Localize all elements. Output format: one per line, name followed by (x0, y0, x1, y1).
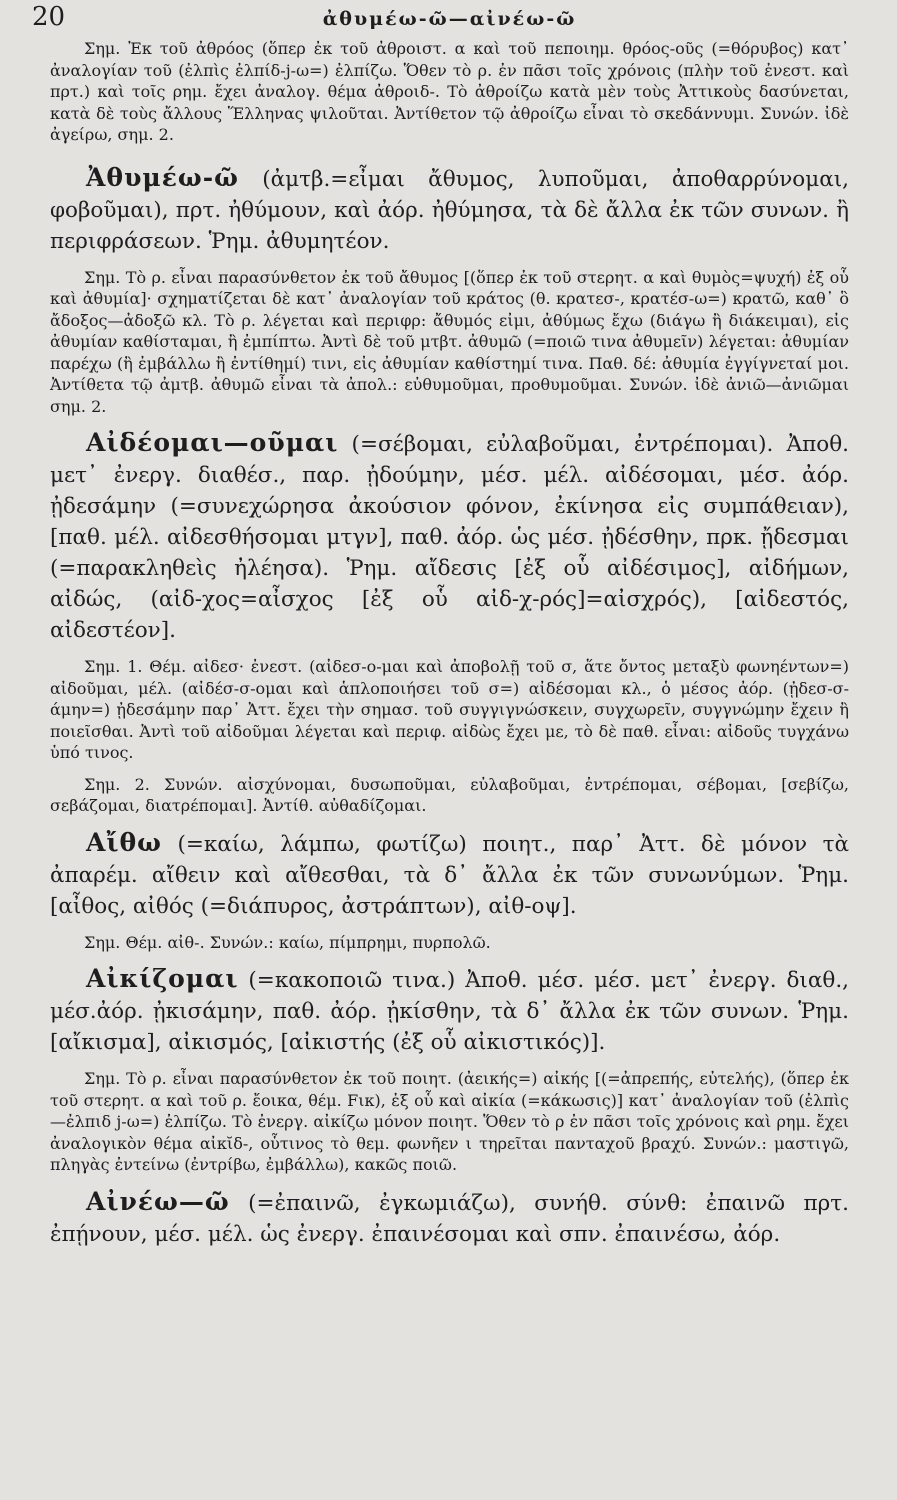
lemma: Ἀθυμέω-ῶ (86, 162, 239, 192)
entry-aitho: Αἴθω (=καίω, λάμπω, φωτίζω) ποιητ., παρ᾽ Ἀττ. δὲ μόνον τὰ ἀπαρέμ. αἴθειν καὶ αἴθεσθαι, τὰ δ᾽ ἄλλα ἐκ τῶν συνωνύμων. Ῥημ. [αἶθος, αἰθός (=διάπυρος, ἀστράπτων), αἰθ-οψ]. (50, 827, 849, 919)
entry-aikizomai: Αἰκίζομαι (=κακοποιῶ τινα.) Ἀποθ. μέσ. μέσ. μετ᾽ ἐνεργ. διαθ., μέσ.ἀόρ. ᾐκισάμην, παθ. ἀόρ. ᾐκίσθην, τὰ δ᾽ ἄλλα ἐκ τῶν συνων. Ῥημ. [αἴκισμα], αἰκισμός, [αἰκιστής (ἐξ οὗ αἰκιστικός)]. (50, 964, 849, 1055)
lemma: Αἴθω (86, 827, 162, 857)
note-athymeo: Σημ. Τὸ ρ. εἶναι παρασύνθετον ἐκ τοῦ ἄθυμος [(ὅπερ ἐκ τοῦ στερητ. α καὶ θυμὸς=ψυχή) ἐξ οὗ καὶ ἀθυμία]· σχηματίζεται δὲ κατ᾽ ἀναλογίαν τοῦ κράτος (θ. κρατεσ-, κρατέσ-ω=) κρατῶ, καθ᾽ ὃ ἄδοξος—ἀδοξῶ κλ. Τὸ ρ. λέγεται καὶ περιφρ: ἄθυμός εἰμι, ἀθύμως ἔχω (διάγω ἢ διάκειμαι), εἰς ἀθυμίαν καθίσταμαι, ἢ ἐμπίπτω. Ἀντὶ δὲ τοῦ μτβτ. ἀθυμῶ (=ποιῶ τινα ἀθυμεῖν) λέγεται: ἀθυμίαν παρέχω (ἢ ἐμβάλλω ἢ ἐντίθημί) τινι, εἰς ἀθυμίαν καθίστημί τινα. Παθ. δέ: ἀθυμία ἐγγίγνεταί μοι. Ἀντίθετα τῷ ἀμτβ. ἀθυμῶ εἶναι τὰ ἀπολ.: εὐθυμοῦμαι, προθυμοῦμαι. Συνών. ἰδὲ ἀνιῶ—ἀνιῶμαι σημ. 2. (50, 267, 849, 416)
note-aideomai-1: Σημ. 1. Θέμ. αἰδεσ· ἐνεστ. (αἰδεσ-ο-μαι καὶ ἀποβολῇ τοῦ σ, ἅτε ὄντος μεταξὺ φωνηέντων=) αἰδοῦμαι, μέλ. (αἰδέσ-σ-ομαι καὶ ἁπλοποιήσει τοῦ σ=) αἰδέσομαι κλ., ὁ μέσος ἀόρ. (ᾐδεσ-σ-άμην=) ᾐδεσάμην παρ᾽ Ἀττ. ἔχει τὴν σημασ. τοῦ συγγιγνώσκειν, συγχωρεῖν, συγγνώμην ἔχειν ἢ ποιεῖσθαι. Ἀντὶ τοῦ αἰδοῦμαι λέγεται καὶ περιφ. αἰδὼς ἔχει με, τὸ δὲ παθ. εἶναι: αἰδοῦς τυγχάνω ὑπό τινος. (50, 657, 849, 762)
lemma: Αἰδέομαι—οῦμαι (86, 428, 339, 457)
lemma: Αἰκίζομαι (86, 964, 239, 993)
entry-athymeo: Ἀθυμέω-ῶ (ἀμτβ.=εἶμαι ἄθυμος, λυποῦμαι, ἀποθαρρύνομαι, φοβοῦμαι), πρτ. ἠθύμουν, καὶ ἀόρ. ἠθύμησα, τὰ δὲ ἄλλα ἐκ τῶν συνων. ἢ περιφράσεων. Ῥημ. ἀθυμητέον. (50, 162, 849, 254)
page-number: 20 (32, 2, 66, 32)
page-header (32, 2, 849, 38)
entry-aineo: Αἰνέω—ῶ (=ἐπαινῶ, ἐγκωμιάζω), συνήθ. σύνθ: ἐπαινῶ πρτ. ἐπῄνουν, μέσ. μέλ. ὡς ἐνεργ. ἐπαινέσομαι καὶ σπν. ἐπαινέσω, ἀόρ. (50, 1186, 849, 1247)
running-title: ἀθυμέω-ῶ—αἰνέω-ῶ (322, 8, 577, 30)
note-aikizomai: Σημ. Τὸ ρ. εἶναι παρασύνθετον ἐκ τοῦ ποιητ. (ἀεικής=) αἰκής [(=ἀπρεπής, εὐτελής), (ὅπερ ἐκ τοῦ στερητ. α καὶ τοῦ ρ. ἔοικα, θέμ. Fικ), ἐξ οὗ καὶ αἰκία (=κάκωσις)] κατ᾽ ἀναλογίαν τοῦ (ἐλπὶς—ἐλπιδ j-ω=) ἐλπίζω. Τὸ ἐνεργ. αἰκίζω μόνον ποιητ. Ὅθεν τὸ ρ ἐν πᾶσι τοῖς χρόνοις καὶ ρημ. ἔχει ἀναλογικὸν θέμα αἰκῐδ-, οὗτινος τὸ θεμ. φωνῆεν ι τηρεῖται πανταχοῦ βραχύ. Συνών.: μαστιγῶ, πληγὰς ἐντείνω (ἐντρίβω, ἐμβάλλω), κακῶς ποιῶ. (50, 1069, 849, 1174)
note-aideomai-2: Σημ. 2. Συνών. αἰσχύνομαι, δυσωποῦμαι, εὐλαβοῦμαι, ἐντρέπομαι, σέβομαι, [σεβίζω, σεβάζομαι, διατρέπομαι]. Ἀντίθ. αὐθαδίζομαι. (50, 774, 849, 815)
note-athroos: Σημ. Ἐκ τοῦ ἀθρόος (ὅπερ ἐκ τοῦ ἀθροιστ. α καὶ τοῦ πεποιημ. θρόος-οῦς (=θόρυβος) κατ᾽ ἀναλογίαν τοῦ (ἐλπὶς ἐλπίδ-j-ω=) ἐλπίζω. Ὅθεν τὸ ρ. ἐν πᾶσι τοῖς χρόνοις (πλὴν τοῦ ἐνεστ. καὶ πρτ.) καὶ τοῖς ρημ. ἔχει ἀναλογ. θέμα ἀθροιδ-. Τὸ ἀθροίζω κατὰ μὲν τοὺς Ἀττικοὺς δασύνεται, κατὰ δὲ τοὺς ἄλλους Ἕλληνας ψιλοῦται. Ἀντίθετον τῷ ἀθροίζω εἶναι τὸ σκεδάννυμι. Συνών. ἰδὲ ἀγείρω, σημ. 2. (50, 39, 849, 144)
entry-aideomai: Αἰδέομαι—οῦμαι (=σέβομαι, εὐλαβοῦμαι, ἐντρέπομαι). Ἀποθ. μετ᾽ ἐνεργ. διαθέσ., παρ. ᾐδούμην, μέσ. μέλ. αἰδέσομαι, μέσ. ἀόρ. ᾐδεσάμην (=συνεχώρησα ἀκούσιον φόνον, ἐκίνησα εἰς συμπάθειαν), [παθ. μέλ. αἰδεσθήσομαι μτγν], παθ. ἀόρ. ὡς μέσ. ᾐδέσθην, πρκ. ᾔδεσμαι (=παρακληθεὶς ἠλέησα). Ῥημ. αἴδεσις [ἐξ οὗ αἰδέσιμος], αἰδήμων, αἰδώς, (αἰδ-χος=αἶσχος [ἐξ οὗ αἰδ-χ-ρός]=αἰσχρός), [αἰδεστός, αἰδεστέον]. (50, 428, 849, 643)
note-aitho: Σημ. Θέμ. αἰθ-. Συνών.: καίω, πίμπρημι, πυρπολῶ. (84, 932, 491, 952)
lemma: Αἰνέω—ῶ (86, 1186, 230, 1216)
